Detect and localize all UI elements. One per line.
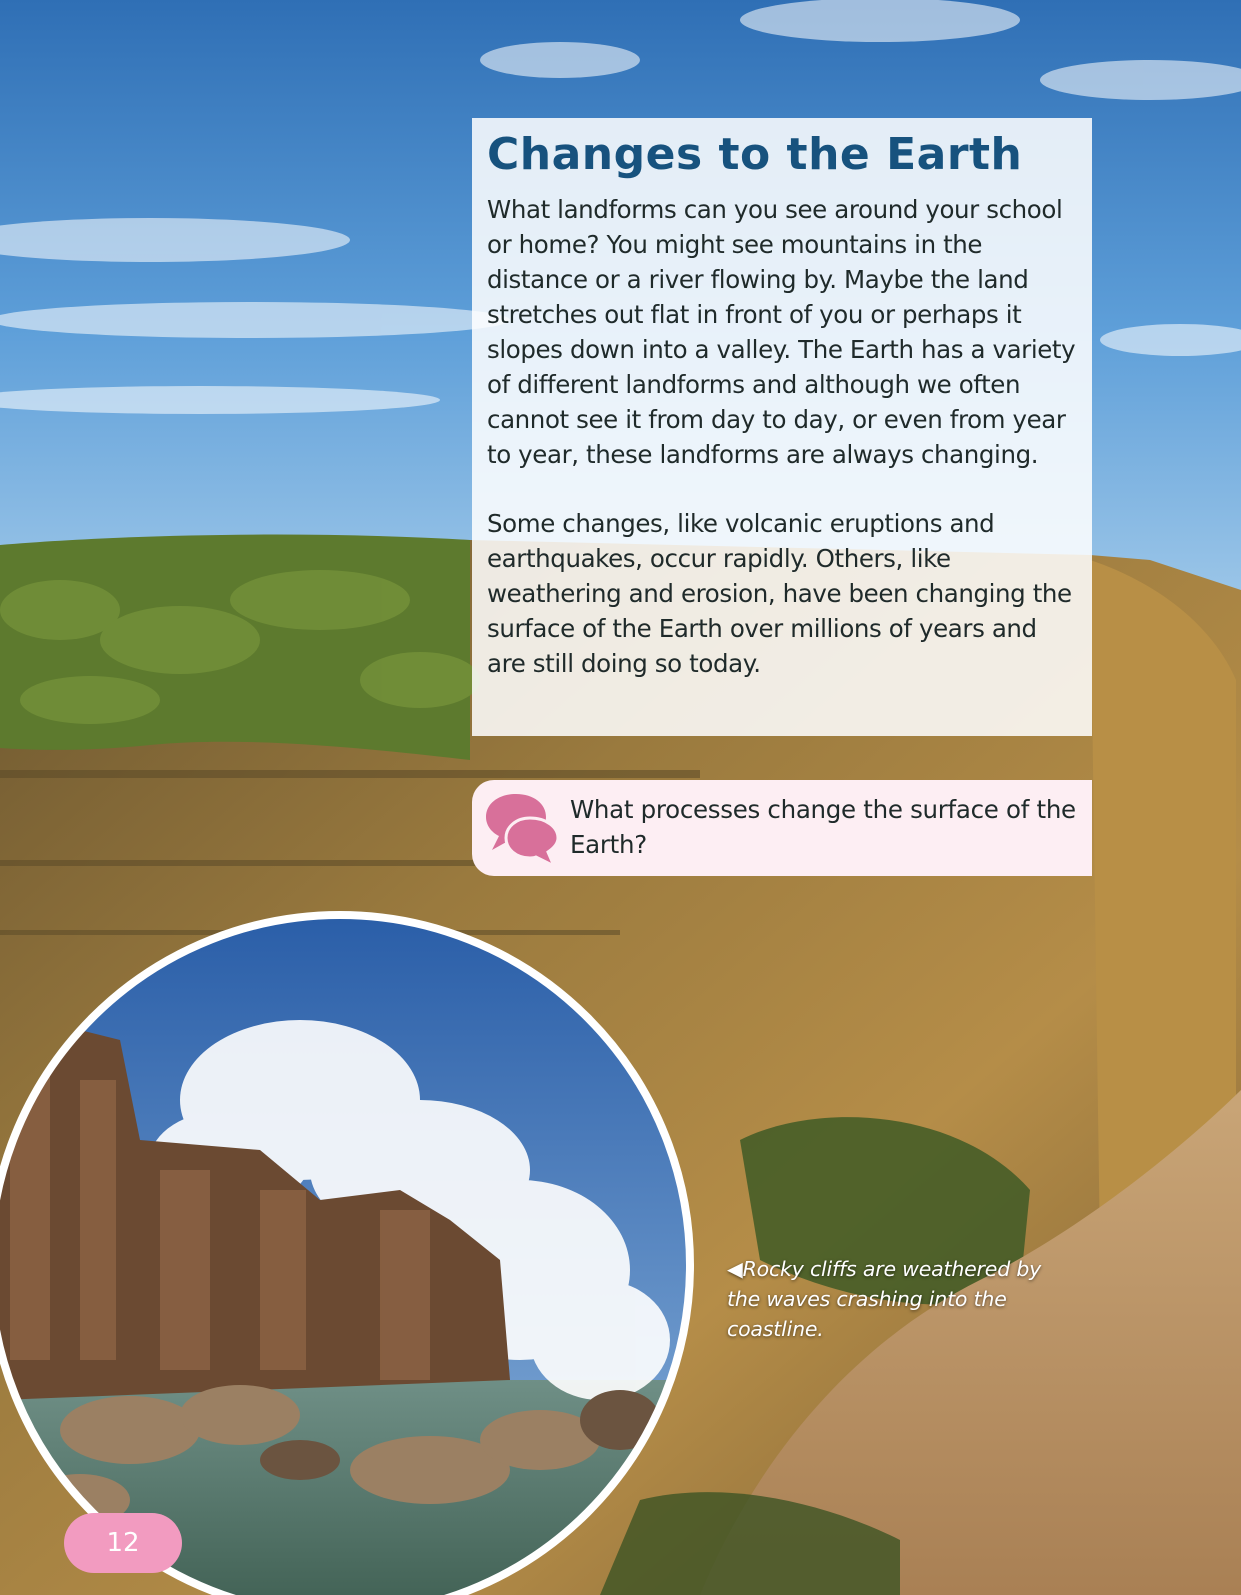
caption-text: Rocky cliffs are weathered by the waves crashing into the coastline. bbox=[727, 1257, 1042, 1341]
page-number: 12 bbox=[64, 1513, 182, 1573]
intro-paragraph-1: What landforms can you see around your school or home? You might see mountains in the distance or a river flowing by. Maybe the land stretches out flat in front of you or perhaps it slopes down into a valley. The Earth has a variety of different landforms and although we often cannot see it from day to day, or even from year to year, these landforms are always changing. bbox=[487, 195, 1076, 469]
intro-paragraph-2: Some changes, like volcanic eruptions and earthquakes, occur rapidly. Others, like weathering and erosion, have been changing the surface of the Earth over millions of years and are still doing so today. bbox=[487, 509, 1072, 678]
photo-caption bbox=[727, 1254, 1047, 1344]
caption-arrow-icon: ◀ bbox=[727, 1257, 743, 1281]
discussion-question-text: What processes change the surface of the Earth? bbox=[570, 795, 1076, 859]
page-title: Changes to the Earth bbox=[487, 129, 1023, 180]
